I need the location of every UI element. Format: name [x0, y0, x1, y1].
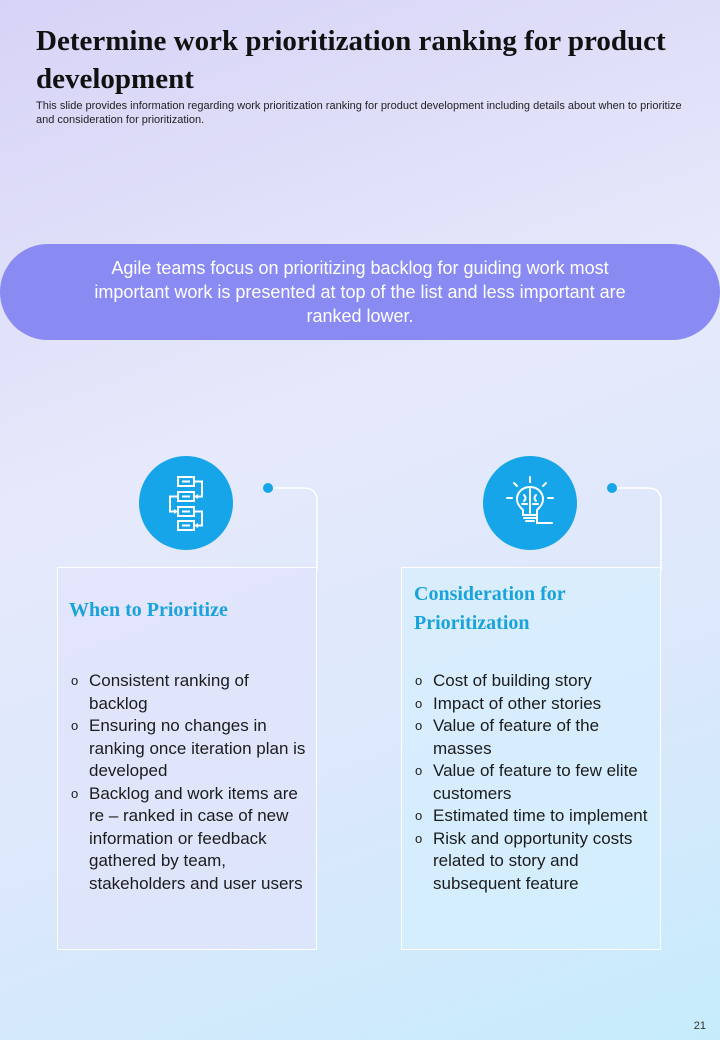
list-item: o Risk and opportunity costs related to story and subsequent feature: [415, 828, 633, 893]
list-item: o Cost of building story: [413, 670, 654, 693]
page-subtitle: This slide provides information regarding work prioritization ranking for product development including details about when to prioritize and consideration for prioritization.: [36, 100, 682, 126]
card-when-to-prioritize: [57, 567, 317, 950]
bullet-marker: o: [71, 718, 79, 733]
list-item: o Value of feature of the masses: [415, 716, 600, 758]
bullet-marker: o: [71, 673, 79, 688]
bullet-marker: o: [71, 785, 79, 801]
bullet-marker: o: [415, 830, 423, 846]
card-title: When to Prioritize: [69, 599, 228, 621]
page-number: 21: [693, 1020, 706, 1032]
bullet-list: [413, 670, 654, 895]
summary-banner: [0, 244, 720, 340]
card-consideration-for-prioritization: [401, 567, 661, 950]
brain-lightbulb-icon: [483, 456, 577, 550]
connector-line-right: [604, 480, 668, 570]
page-title: Determine work prioritization ranking for product development: [36, 25, 666, 95]
list-item: o Estimated time to implement: [413, 805, 654, 828]
banner-text: Agile teams focus on prioritizing backlog for guiding work most important work is presented at top of the list and less important are ranked lower.: [94, 258, 626, 326]
card-title: Consideration for Prioritization: [414, 583, 566, 634]
list-item: o Consistent ranking of backlog: [71, 671, 249, 713]
list-item: o Ensuring no changes in ranking once iteration plan is developed: [71, 716, 306, 780]
list-item: o Value of feature to few elite customers: [415, 761, 638, 803]
bullet-marker: o: [415, 808, 423, 823]
flowchart-icon: [139, 456, 233, 550]
bullet-marker: o: [415, 718, 423, 733]
bullet-marker: o: [415, 695, 423, 711]
connector-line-left: [260, 480, 324, 570]
bullet-list: [69, 670, 310, 895]
bullet-marker: o: [415, 673, 423, 688]
list-item: o Impact of other stories: [413, 693, 654, 716]
bullet-marker: o: [415, 763, 423, 778]
list-item: o Backlog and work items are re – ranked in case of new information or feedback gathered by team, stakeholders and user users: [71, 783, 303, 893]
